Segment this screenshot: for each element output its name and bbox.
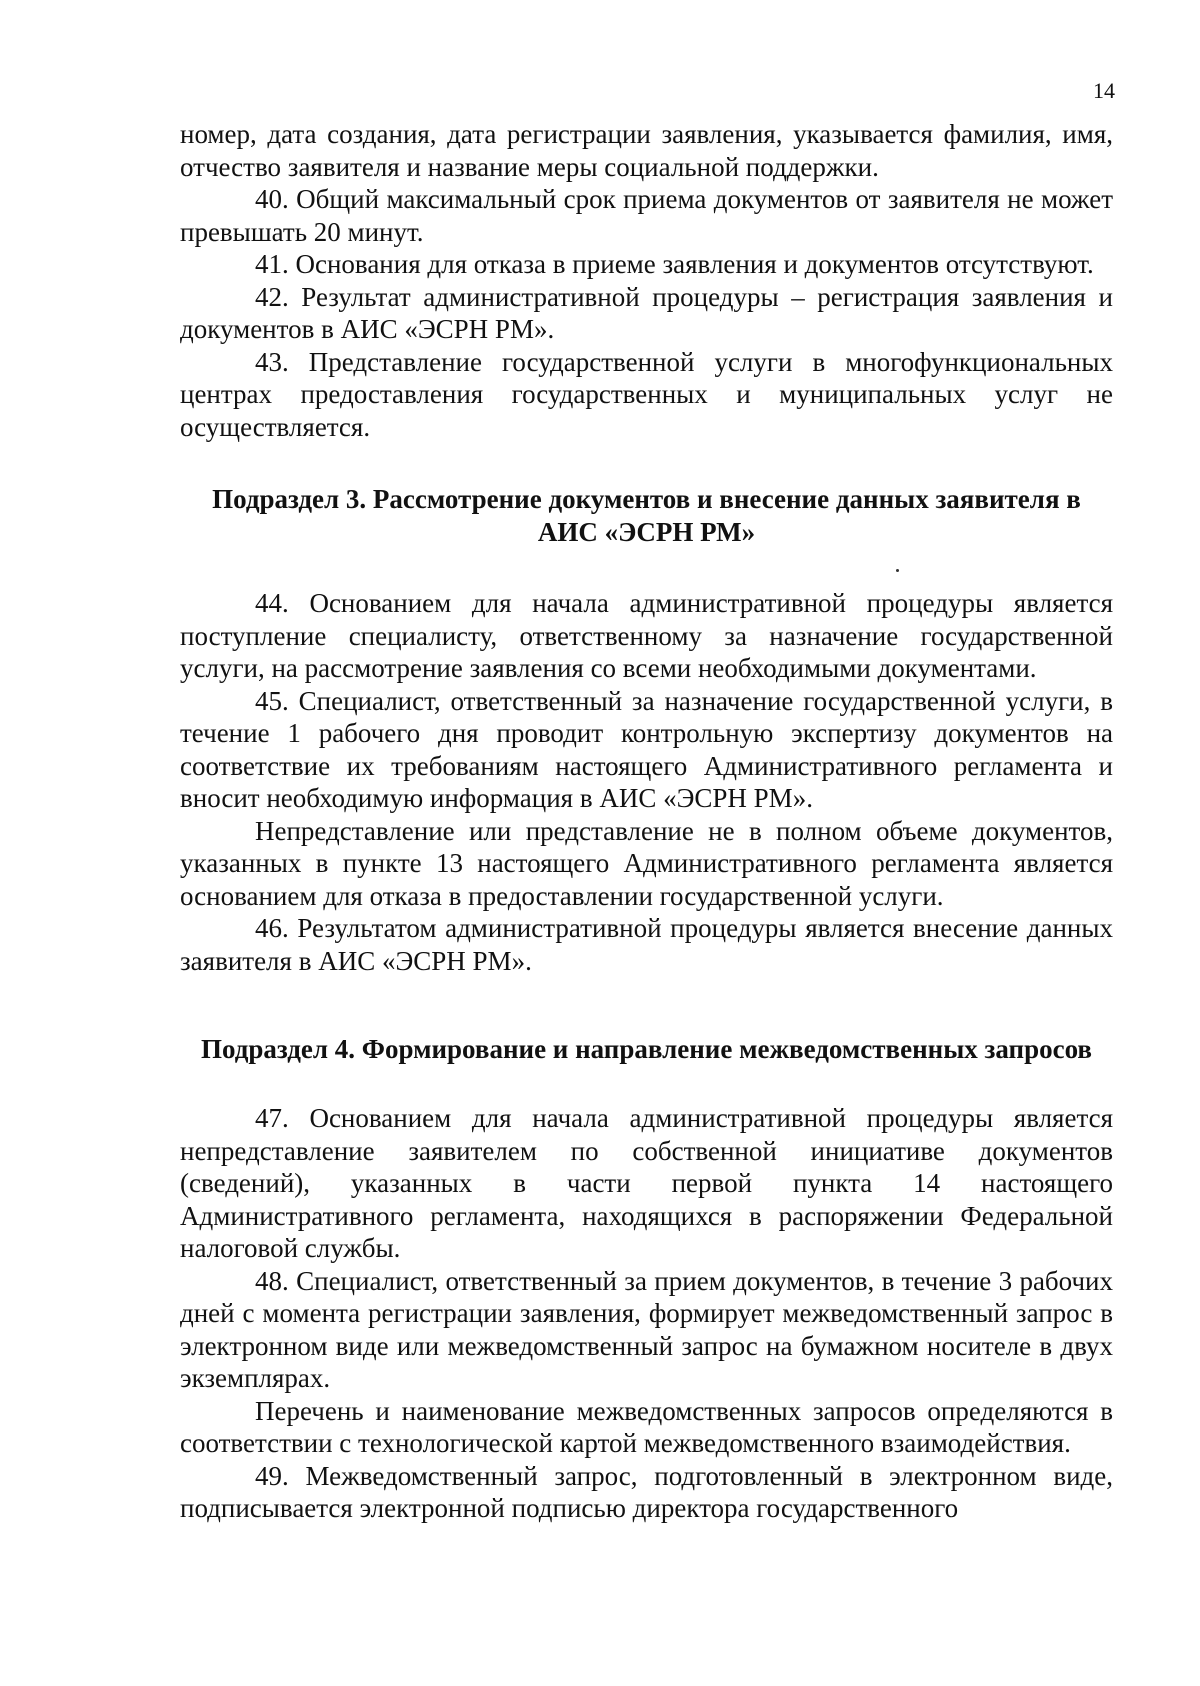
paragraph-p46: 46. Результатом административной процедуры является внесение данных заявителя в АИС «ЭСРН РМ». (180, 913, 1113, 976)
paragraph-p49: 49. Межведомственный запрос, подготовленный в электронном виде, подписывается электронной подписью директора государственного (180, 1460, 1113, 1523)
document-body (180, 118, 1113, 1525)
paragraph-p48: 48. Специалист, ответственный за прием документов, в течение 3 рабочих дней с момента регистрации заявления, формирует межведомственный запрос в электронном виде или межведомственный запрос на бумажном носителе в двух экземплярах. (180, 1265, 1113, 1393)
subsection-4-heading-line1: Подраздел 4. Формирование и направление межведомственных запросов (200, 1034, 1092, 1064)
paragraph-p42: 42. Результат административной процедуры – регистрация заявления и документов в АИС «ЭСРН РМ». (180, 281, 1113, 344)
paragraph-p40: 40. Общий максимальный срок приема документов от заявителя не может превышать 20 минут. (180, 184, 1113, 247)
paragraph-p45: 45. Специалист, ответственный за назначение государственной услуги, в течение 1 рабочего дня проводит контрольную экспертизу документов на соответствие их требованиям настоящего Административного регламента и вносит необходимую информация в АИС «ЭСРН РМ». (180, 685, 1113, 813)
paragraph-p43: 43. Представление государственной услуги в многофункциональных центрах предоставления государственных и муниципальных услуг не осуществляется. (180, 346, 1113, 442)
page-number: 14 (1093, 78, 1115, 103)
subsection-3-heading-line1: Подраздел 3. Рассмотрение документов и внесение данных заявителя в (212, 484, 1081, 514)
paragraph-p45b: Непредставление или представление не в полном объеме документов, указанных в пункте 13 настоящего Административного регламента является основанием для отказа в предоставлении государственной услуги. (180, 815, 1113, 911)
paragraph-p47: 47. Основанием для начала административной процедуры является непредставление заявителем по собственной инициативе документов (сведений), указанных в части первой пункта 14 настоящего Административного регламента, находящихся в распоряжении Федеральной налоговой службы. (180, 1103, 1113, 1263)
paragraph-p48b: Перечень и наименование межведомственных запросов определяются в соответствии с технологической картой межведомственного взаимодействия. (180, 1395, 1113, 1458)
subsection-4-heading (180, 1033, 1113, 1066)
subsection-3-heading (180, 483, 1113, 549)
paragraph-p44: 44. Основанием для начала административной процедуры является поступление специалисту, ответственному за назначение государственной услуги, на рассмотрение заявления со всеми необходимыми документами. (180, 588, 1113, 683)
paragraph-p41: 41. Основания для отказа в приеме заявления и документов отсутствуют. (255, 249, 1094, 279)
paragraph-group-bottom (180, 1102, 1113, 1525)
subsection-3-heading-line2: АИС «ЭСРН РМ» (537, 517, 756, 547)
paragraph-group-mid (180, 587, 1113, 977)
paragraph-cont: номер, дата создания, дата регистрации заявления, указывается фамилия, имя, отчество заявителя и название меры социальной поддержки. (180, 119, 1113, 182)
paragraph-group-top (180, 118, 1113, 443)
